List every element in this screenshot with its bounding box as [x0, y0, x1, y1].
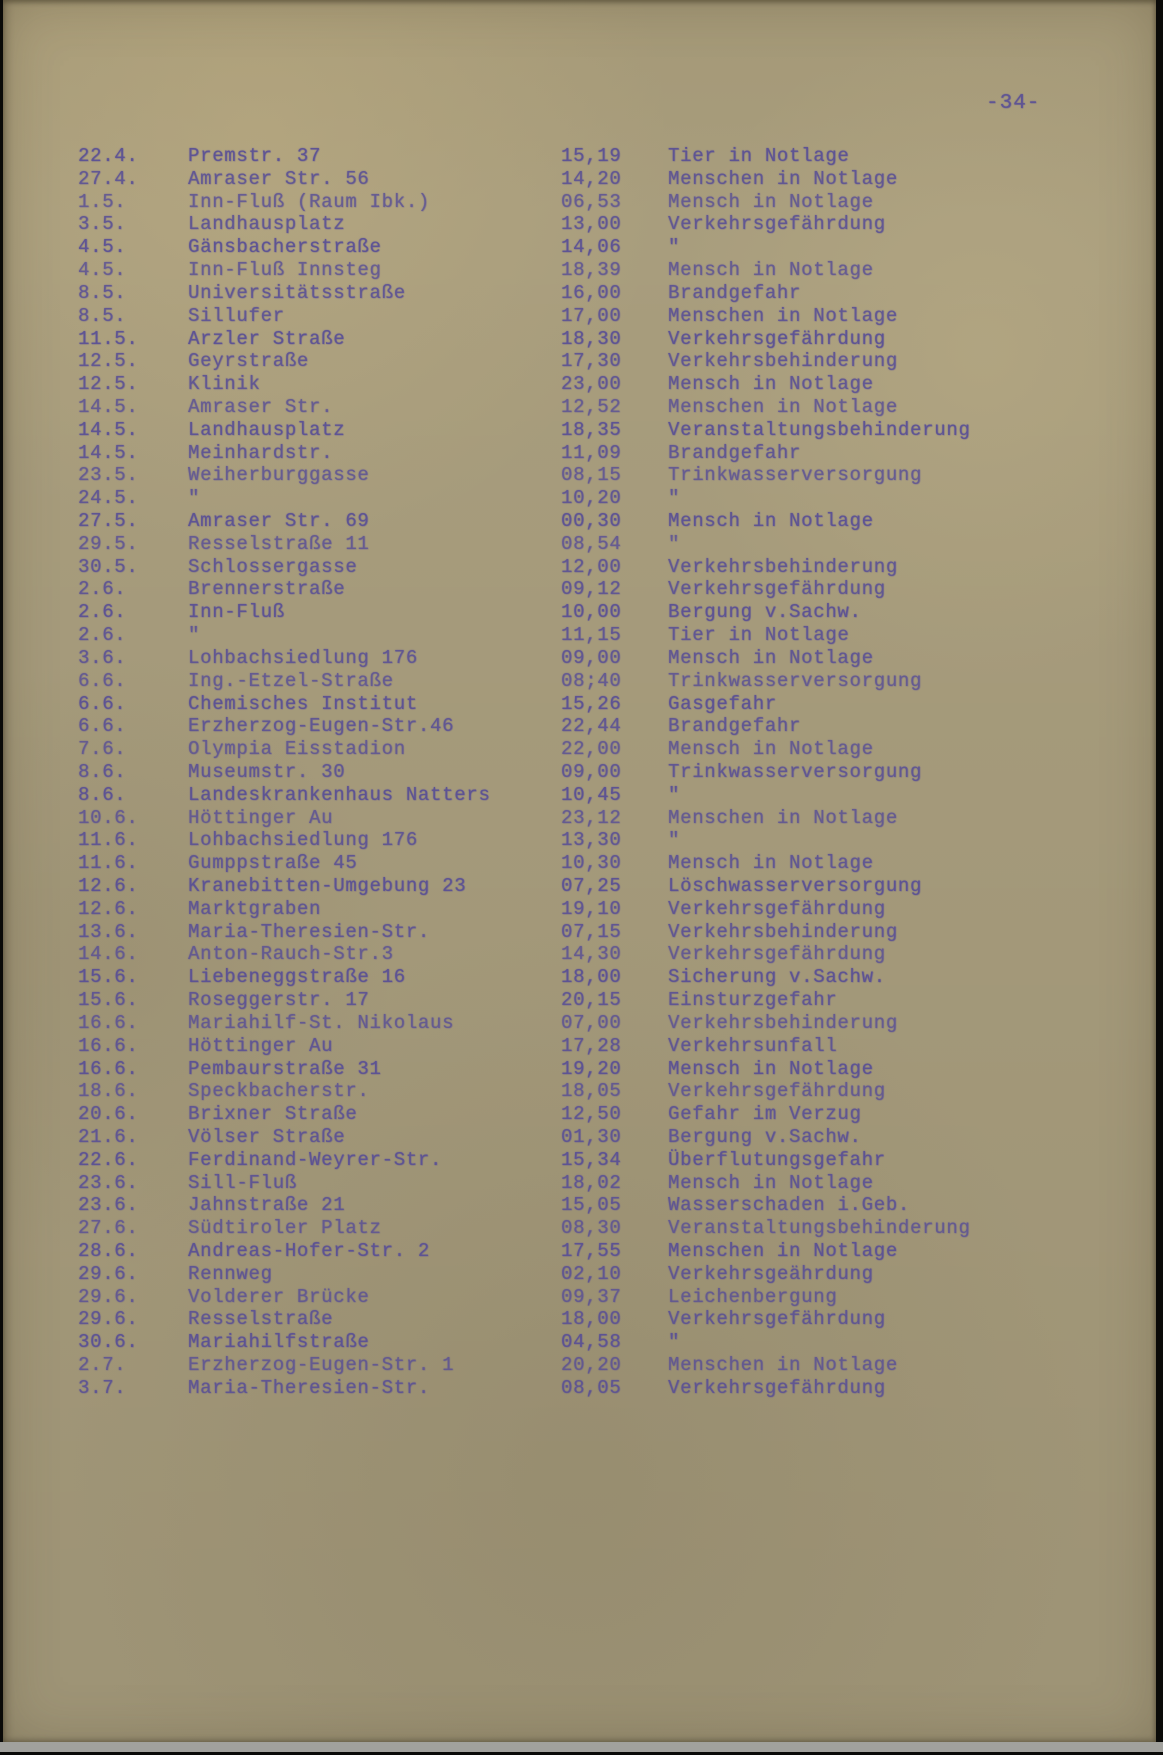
- date-cell: 23.5.: [78, 464, 139, 487]
- time-cell: 09,00: [561, 646, 622, 669]
- date-cell: 2.6.: [78, 578, 127, 601]
- incident-cell: Löschwasserversorgung: [668, 875, 923, 897]
- date-cell: 3.7.: [78, 1376, 127, 1399]
- incident-cell: Verkehrsbehinderung: [668, 1011, 898, 1034]
- incident-cell: Trinkwasserversorgung: [668, 669, 923, 692]
- table-row: [78, 761, 1146, 784]
- time-cell: 12,00: [561, 555, 622, 578]
- time-cell: 10,45: [561, 783, 622, 806]
- location-cell: Volderer Brücke: [188, 1285, 370, 1308]
- location-cell: Lohbachsiedlung 176: [188, 646, 418, 669]
- table-row: [78, 852, 1146, 875]
- table-row: [78, 829, 1146, 852]
- page-number: -34-: [986, 92, 1041, 115]
- time-cell: 04,58: [561, 1331, 622, 1354]
- date-cell: 11.5.: [78, 327, 139, 350]
- table-row: [78, 1240, 1146, 1263]
- time-cell: 16,00: [561, 281, 622, 304]
- time-cell: 22,44: [561, 715, 622, 738]
- incident-cell: ": [668, 829, 681, 852]
- location-cell: Höttinger Au: [188, 1034, 334, 1057]
- time-cell: 15,26: [561, 692, 622, 715]
- incident-cell: Mensch in Notlage: [668, 259, 874, 282]
- incident-cell: Brandgefahr: [668, 441, 802, 464]
- incident-cell: Mensch in Notlage: [668, 373, 874, 396]
- date-cell: 20.6.: [78, 1103, 139, 1126]
- location-cell: Inn-Fluß Innsteg: [188, 259, 382, 282]
- location-cell: Arzler Straße: [188, 327, 346, 350]
- incident-cell: Mensch in Notlage: [668, 190, 874, 213]
- location-cell: Speckbacherstr.: [188, 1080, 370, 1103]
- incident-cell: Gasgefahr: [668, 692, 777, 715]
- table-row: [78, 350, 1146, 373]
- table-row: [78, 807, 1146, 830]
- incident-cell: Verkehrsgefährdung: [668, 897, 886, 920]
- time-cell: 01,30: [561, 1125, 622, 1148]
- incident-cell: Verkehrsgefährdung: [668, 1308, 886, 1331]
- time-cell: 19,20: [561, 1057, 622, 1080]
- location-cell: Weiherburggasse: [188, 464, 370, 487]
- location-cell: Völser Straße: [188, 1125, 346, 1148]
- table-row: [78, 1149, 1146, 1172]
- location-cell: Amraser Str. 69: [188, 510, 370, 532]
- date-cell: 22.4.: [78, 145, 139, 167]
- date-cell: 2.7.: [78, 1354, 127, 1377]
- table-row: [78, 1263, 1146, 1286]
- location-cell: Amraser Str. 56: [188, 167, 370, 190]
- date-cell: 8.5.: [78, 281, 127, 304]
- incident-cell: Einsturzgefahr: [668, 989, 838, 1012]
- date-cell: 23.6.: [78, 1171, 139, 1194]
- table-row: [78, 1354, 1146, 1377]
- date-cell: 14.5.: [78, 395, 139, 418]
- time-cell: 15,34: [561, 1148, 622, 1171]
- table-row: [78, 259, 1146, 282]
- date-cell: 8.6.: [78, 760, 127, 783]
- location-cell: ": [188, 487, 201, 510]
- date-cell: 27.5.: [78, 510, 139, 532]
- time-cell: 10,00: [561, 601, 622, 624]
- date-cell: 2.6.: [78, 601, 127, 624]
- time-cell: 14,30: [561, 943, 622, 966]
- table-row: [78, 1308, 1146, 1331]
- date-cell: 11.6.: [78, 829, 139, 852]
- incident-log-table: [78, 145, 1146, 1400]
- date-cell: 29.6.: [78, 1285, 139, 1308]
- table-row: [78, 1217, 1146, 1240]
- time-cell: 10,30: [561, 852, 622, 875]
- time-cell: 07,25: [561, 875, 622, 897]
- location-cell: Brixner Straße: [188, 1103, 358, 1126]
- incident-cell: Wasserschaden i.Geb.: [668, 1194, 911, 1217]
- time-cell: 15,05: [561, 1194, 622, 1217]
- incident-cell: Menschen in Notlage: [668, 1354, 898, 1377]
- date-cell: 12.5.: [78, 373, 139, 396]
- table-row: [78, 1126, 1146, 1149]
- location-cell: Ferdinand-Weyrer-Str.: [188, 1148, 443, 1171]
- incident-cell: Trinkwasserversorgung: [668, 464, 923, 487]
- location-cell: Maria-Theresien-Str.: [188, 920, 431, 943]
- table-row: [78, 510, 1146, 533]
- time-cell: 18,02: [561, 1171, 622, 1194]
- location-cell: Premstr. 37: [188, 145, 322, 167]
- date-cell: 15.6.: [78, 966, 139, 989]
- incident-cell: ": [668, 783, 681, 806]
- incident-cell: Brandgefahr: [668, 715, 802, 738]
- table-row: [78, 921, 1146, 944]
- date-cell: 14.5.: [78, 441, 139, 464]
- time-cell: 09,37: [561, 1285, 622, 1308]
- table-row: [78, 1103, 1146, 1126]
- table-row: [78, 419, 1146, 442]
- incident-cell: Verkehrsgefährdung: [668, 578, 886, 601]
- date-cell: 22.6.: [78, 1148, 139, 1171]
- table-row: [78, 601, 1146, 624]
- location-cell: Gumppstraße 45: [188, 852, 358, 875]
- time-cell: 13,00: [561, 213, 622, 236]
- incident-cell: Verkehrsbehinderung: [668, 350, 898, 373]
- location-cell: Chemisches Institut: [188, 692, 418, 715]
- table-row: [78, 693, 1146, 716]
- incident-cell: Verkehrsgefährdung: [668, 327, 886, 350]
- location-cell: Landeskrankenhaus Natters: [188, 783, 491, 806]
- location-cell: Südtiroler Platz: [188, 1217, 382, 1240]
- location-cell: Resselstraße 11: [188, 532, 370, 555]
- date-cell: 18.6.: [78, 1080, 139, 1103]
- date-cell: 3.6.: [78, 646, 127, 669]
- time-cell: 09,00: [561, 760, 622, 783]
- date-cell: 2.6.: [78, 624, 127, 647]
- location-cell: Andreas-Hofer-Str. 2: [188, 1240, 431, 1262]
- time-cell: 20,20: [561, 1354, 622, 1377]
- location-cell: Sill-Fluß: [188, 1171, 297, 1194]
- location-cell: Höttinger Au: [188, 806, 334, 829]
- location-cell: Lohbachsiedlung 176: [188, 829, 418, 852]
- time-cell: 12,50: [561, 1103, 622, 1126]
- time-cell: 11,15: [561, 624, 622, 647]
- incident-cell: Mensch in Notlage: [668, 646, 874, 669]
- time-cell: 00,30: [561, 510, 622, 532]
- date-cell: 10.6.: [78, 806, 139, 829]
- incident-cell: Verkehrsgefährdung: [668, 1080, 886, 1103]
- time-cell: 08,15: [561, 464, 622, 487]
- location-cell: Gänsbacherstraße: [188, 236, 382, 259]
- incident-cell: Veranstaltungsbehinderung: [668, 1217, 971, 1240]
- table-row: [78, 191, 1146, 214]
- time-cell: 19,10: [561, 897, 622, 920]
- date-cell: 4.5.: [78, 236, 127, 259]
- date-cell: 1.5.: [78, 190, 127, 213]
- table-row: [78, 396, 1146, 419]
- time-cell: 18,00: [561, 1308, 622, 1331]
- date-cell: 29.5.: [78, 532, 139, 555]
- date-cell: 21.6.: [78, 1125, 139, 1148]
- table-row: [78, 875, 1146, 898]
- location-cell: Landhausplatz: [188, 418, 346, 441]
- scanner-bed-strip: [0, 1742, 1163, 1752]
- table-row: [78, 305, 1146, 328]
- time-cell: 13,30: [561, 829, 622, 852]
- date-cell: 6.6.: [78, 692, 127, 715]
- incident-cell: Verkehrsbehinderung: [668, 555, 898, 578]
- time-cell: 17,30: [561, 350, 622, 373]
- time-cell: 22,00: [561, 738, 622, 761]
- location-cell: Brennerstraße: [188, 578, 346, 601]
- table-row: [78, 373, 1146, 396]
- location-cell: Roseggerstr. 17: [188, 989, 370, 1012]
- table-row: [78, 943, 1146, 966]
- table-row: [78, 328, 1146, 351]
- date-cell: 6.6.: [78, 715, 127, 738]
- location-cell: Mariahilf-St. Nikolaus: [188, 1011, 455, 1034]
- date-cell: 16.6.: [78, 1057, 139, 1080]
- incident-cell: Menschen in Notlage: [668, 395, 898, 418]
- location-cell: Meinhardstr.: [188, 441, 334, 464]
- location-cell: Erzherzog-Eugen-Str. 1: [188, 1354, 455, 1377]
- table-row: [78, 464, 1146, 487]
- date-cell: 12.5.: [78, 350, 139, 373]
- date-cell: 16.6.: [78, 1011, 139, 1034]
- date-cell: 3.5.: [78, 213, 127, 236]
- incident-cell: Menschen in Notlage: [668, 806, 898, 829]
- date-cell: 14.6.: [78, 943, 139, 966]
- location-cell: Sillufer: [188, 304, 285, 327]
- date-cell: 13.6.: [78, 920, 139, 943]
- date-cell: 28.6.: [78, 1240, 139, 1262]
- date-cell: 8.6.: [78, 783, 127, 806]
- incident-cell: Menschen in Notlage: [668, 304, 898, 327]
- table-row: [78, 898, 1146, 921]
- date-cell: 23.6.: [78, 1194, 139, 1217]
- table-row: [78, 213, 1146, 236]
- location-cell: Rennweg: [188, 1262, 273, 1285]
- table-row: [78, 1377, 1146, 1400]
- date-cell: 12.6.: [78, 897, 139, 920]
- location-cell: Klinik: [188, 373, 261, 396]
- time-cell: 17,28: [561, 1034, 622, 1057]
- location-cell: Inn-Fluß: [188, 601, 285, 624]
- location-cell: Maria-Theresien-Str.: [188, 1376, 431, 1399]
- incident-cell: Mensch in Notlage: [668, 1057, 874, 1080]
- incident-cell: Bergung v.Sachw.: [668, 601, 862, 624]
- location-cell: Geyrstraße: [188, 350, 310, 373]
- time-cell: 18,00: [561, 966, 622, 989]
- table-row: [78, 487, 1146, 510]
- table-row: [78, 442, 1146, 465]
- date-cell: 14.5.: [78, 418, 139, 441]
- time-cell: 07,00: [561, 1011, 622, 1034]
- table-row: [78, 1331, 1146, 1354]
- time-cell: 11,09: [561, 441, 622, 464]
- location-cell: ": [188, 624, 201, 647]
- date-cell: 15.6.: [78, 989, 139, 1012]
- incident-cell: Mensch in Notlage: [668, 1171, 874, 1194]
- date-cell: 27.6.: [78, 1217, 139, 1240]
- location-cell: Inn-Fluß (Raum Ibk.): [188, 190, 431, 213]
- time-cell: 18,35: [561, 418, 622, 441]
- time-cell: 15,19: [561, 145, 622, 167]
- table-row: [78, 556, 1146, 579]
- table-row: [78, 1012, 1146, 1035]
- incident-cell: Brandgefahr: [668, 281, 802, 304]
- table-row: [78, 738, 1146, 761]
- date-cell: 30.5.: [78, 555, 139, 578]
- table-row: [78, 282, 1146, 305]
- table-row: [78, 168, 1146, 191]
- date-cell: 12.6.: [78, 875, 139, 897]
- location-cell: Ing.-Etzel-Straße: [188, 669, 394, 692]
- incident-cell: Mensch in Notlage: [668, 510, 874, 532]
- location-cell: Liebeneggstraße 16: [188, 966, 406, 989]
- time-cell: 23,12: [561, 806, 622, 829]
- date-cell: 16.6.: [78, 1034, 139, 1057]
- location-cell: Universitätsstraße: [188, 281, 406, 304]
- date-cell: 6.6.: [78, 669, 127, 692]
- location-cell: Anton-Rauch-Str.3: [188, 943, 394, 966]
- time-cell: 08,30: [561, 1217, 622, 1240]
- incident-cell: Verkehrsgefährdung: [668, 213, 886, 236]
- time-cell: 09,12: [561, 578, 622, 601]
- location-cell: Pembaurstraße 31: [188, 1057, 382, 1080]
- time-cell: 07,15: [561, 920, 622, 943]
- table-row: [78, 784, 1146, 807]
- table-row: [78, 236, 1146, 259]
- table-row: [78, 624, 1146, 647]
- time-cell: 17,55: [561, 1240, 622, 1262]
- table-row: [78, 1194, 1146, 1217]
- table-row: [78, 145, 1146, 168]
- incident-cell: Gefahr im Verzug: [668, 1103, 862, 1126]
- table-row: [78, 1058, 1146, 1081]
- date-cell: 8.5.: [78, 304, 127, 327]
- time-cell: 08;40: [561, 669, 622, 692]
- incident-cell: Verkehrsbehinderung: [668, 920, 898, 943]
- date-cell: 29.6.: [78, 1308, 139, 1331]
- time-cell: 18,30: [561, 327, 622, 350]
- incident-cell: Menschen in Notlage: [668, 167, 898, 190]
- incident-cell: ": [668, 487, 681, 510]
- location-cell: Marktgraben: [188, 897, 322, 920]
- date-cell: 11.6.: [78, 852, 139, 875]
- time-cell: 18,05: [561, 1080, 622, 1103]
- incident-cell: ": [668, 532, 681, 555]
- paper-sheet: [3, 0, 1156, 1742]
- location-cell: Amraser Str.: [188, 395, 334, 418]
- incident-cell: Tier in Notlage: [668, 145, 850, 167]
- table-row: [78, 1286, 1146, 1309]
- date-cell: 24.5.: [78, 487, 139, 510]
- location-cell: Erzherzog-Eugen-Str.46: [188, 715, 455, 738]
- incident-cell: Menschen in Notlage: [668, 1240, 898, 1262]
- time-cell: 18,39: [561, 259, 622, 282]
- incident-cell: Veranstaltungsbehinderung: [668, 418, 971, 441]
- incident-cell: ": [668, 236, 681, 259]
- location-cell: Schlossergasse: [188, 555, 358, 578]
- incident-cell: Tier in Notlage: [668, 624, 850, 647]
- date-cell: 30.6.: [78, 1331, 139, 1354]
- time-cell: 12,52: [561, 395, 622, 418]
- table-row: [78, 533, 1146, 556]
- time-cell: 14,20: [561, 167, 622, 190]
- time-cell: 10,20: [561, 487, 622, 510]
- time-cell: 17,00: [561, 304, 622, 327]
- table-row: [78, 670, 1146, 693]
- table-row: [78, 647, 1146, 670]
- table-row: [78, 989, 1146, 1012]
- time-cell: 08,05: [561, 1376, 622, 1399]
- time-cell: 02,10: [561, 1262, 622, 1285]
- incident-cell: Mensch in Notlage: [668, 738, 874, 761]
- date-cell: 7.6.: [78, 738, 127, 761]
- location-cell: Landhausplatz: [188, 213, 346, 236]
- time-cell: 14,06: [561, 236, 622, 259]
- table-row: [78, 1035, 1146, 1058]
- time-cell: 20,15: [561, 989, 622, 1012]
- incident-cell: Trinkwasserversorgung: [668, 760, 923, 783]
- table-row: [78, 715, 1146, 738]
- location-cell: Kranebitten-Umgebung 23: [188, 875, 467, 897]
- table-row: [78, 578, 1146, 601]
- location-cell: Museumstr. 30: [188, 760, 346, 783]
- incident-cell: Leichenbergung: [668, 1285, 838, 1308]
- incident-cell: Bergung v.Sachw.: [668, 1125, 862, 1148]
- incident-cell: Verkehrsgeährdung: [668, 1262, 874, 1285]
- time-cell: 06,53: [561, 190, 622, 213]
- date-cell: 4.5.: [78, 259, 127, 282]
- incident-cell: Verkehrsgefährdung: [668, 943, 886, 966]
- table-row: [78, 1080, 1146, 1103]
- incident-cell: Verkehrsunfall: [668, 1034, 838, 1057]
- incident-cell: Verkehrsgefährdung: [668, 1376, 886, 1399]
- date-cell: 29.6.: [78, 1262, 139, 1285]
- time-cell: 08,54: [561, 532, 622, 555]
- incident-cell: Überflutungsgefahr: [668, 1148, 886, 1171]
- table-row: [78, 1172, 1146, 1195]
- time-cell: 23,00: [561, 373, 622, 396]
- location-cell: Olympia Eisstadion: [188, 738, 406, 761]
- location-cell: Resselstraße: [188, 1308, 334, 1331]
- table-row: [78, 966, 1146, 989]
- incident-cell: Mensch in Notlage: [668, 852, 874, 875]
- location-cell: Jahnstraße 21: [188, 1194, 346, 1217]
- incident-cell: Sicherung v.Sachw.: [668, 966, 886, 989]
- date-cell: 27.4.: [78, 167, 139, 190]
- location-cell: Mariahilfstraße: [188, 1331, 370, 1354]
- incident-cell: ": [668, 1331, 681, 1354]
